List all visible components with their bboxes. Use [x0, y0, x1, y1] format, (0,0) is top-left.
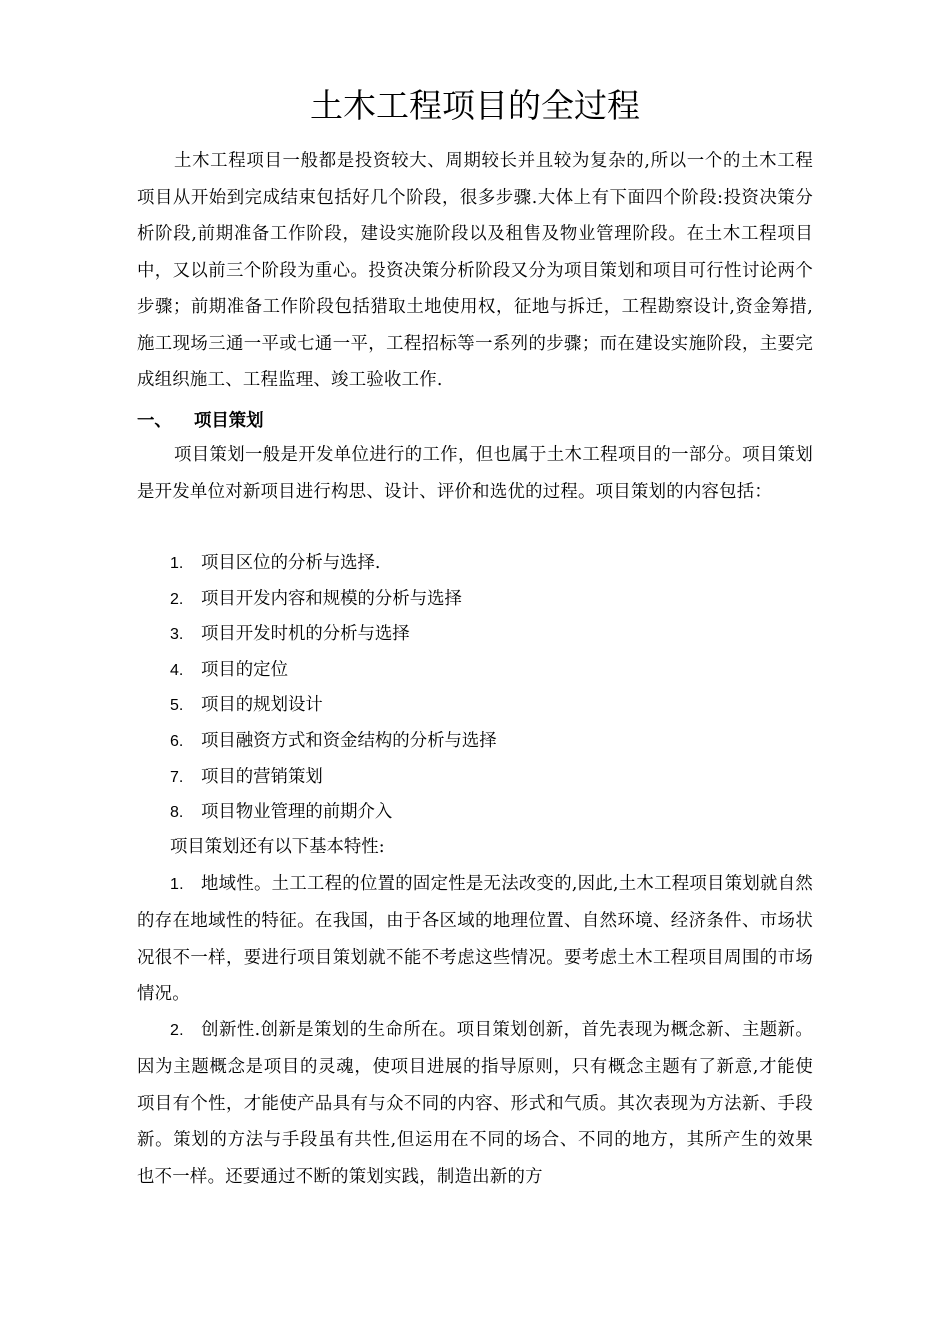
- features-intro: 项目策划还有以下基本特性:: [170, 837, 385, 857]
- list-text: 项目物业管理的前期介入: [201, 802, 393, 823]
- feature-paragraph: [137, 1012, 813, 1195]
- list-number: 1.: [170, 555, 184, 572]
- list-number: 6.: [170, 732, 184, 750]
- list-number: 7.: [170, 768, 184, 786]
- feature-number: 1.: [170, 876, 184, 893]
- section-heading: [137, 403, 264, 439]
- list-number: 5.: [170, 697, 184, 715]
- intro-paragraph: 土木工程项目一般都是投资较大、周期较长并且较为复杂的,所以一个的土木工程项目从开始到完成结束包括好几个阶段，很多步骤.大体上有下面四个阶段:投资决策分析阶段,前期准备工作阶段，建设实施阶段以及租售及物业管理阶段。在土木工程项目中，又以前三个阶段为重心。投资决策分析阶段又分为项目策划和项目可行性讨论两个步骤；前期准备工作阶段包括猎取土地使用权，征地与拆迁，工程勘察设计,资金筹措,施工现场三通一平或七通一平，工程招标等一系列的步骤；而在建设实施阶段，主要完成组织施工、工程监理、竣工验收工作.: [137, 151, 813, 390]
- list-item: [137, 760, 813, 796]
- contents-list: [137, 546, 813, 831]
- list-text: 项目的规划设计: [201, 695, 323, 716]
- list-item: [137, 795, 813, 831]
- section-number: 一、: [137, 411, 172, 431]
- list-number: 2.: [170, 590, 184, 608]
- section-title: 项目策划: [194, 411, 264, 431]
- list-text: 项目开发时机的分析与选择: [201, 624, 410, 645]
- document-title: 土木工程项目的全过程: [310, 86, 640, 125]
- list-item: [137, 546, 813, 582]
- feature-text: 地域性。土工工程的位置的固定性是无法改变的,因此,土木工程项目策划就自然的存在地域性的特征。在我国，由于各区域的地理位置、自然环境、经济条件、市场状况很不一样，要进行项目策划就不能不考虑这些情况。要考虑土木工程项目周围的市场情况。: [137, 874, 813, 1005]
- list-text: 项目开发内容和规模的分析与选择: [201, 588, 462, 609]
- list-text: 项目融资方式和资金结构的分析与选择: [201, 730, 497, 751]
- feature-number: 2.: [170, 1022, 184, 1039]
- list-item: [137, 688, 813, 724]
- list-item: [137, 617, 813, 653]
- list-text: 项目区位的分析与选择.: [201, 553, 381, 573]
- list-text: 项目的营销策划: [201, 766, 323, 787]
- list-number: 4.: [170, 661, 184, 679]
- feature-text: 创新性.创新是策划的生命所在。项目策划创新，首先表现为概念新、主题新。因为主题概念是项目的灵魂，使项目进展的指导原则，只有概念主题有了新意,才能使项目有个性，才能使产品具有与众不同的内容、形式和气质。其次表现为方法新、手段新。策划的方法与手段虽有共性,但运用在不同的场合、不同的地方，其所产生的效果也不一样。还要通过不断的策划实践，制造出新的方: [137, 1020, 813, 1187]
- list-text: 项目的定位: [201, 659, 288, 680]
- feature-paragraph: [137, 866, 813, 1013]
- section-intro-paragraph: 项目策划一般是开发单位进行的工作，但也属于土木工程项目的一部分。项目策划是开发单位对新项目进行构思、设计、评价和选优的过程。项目策划的内容包括：: [137, 445, 813, 502]
- list-number: 3.: [170, 626, 184, 644]
- list-item: [137, 724, 813, 760]
- list-item: [137, 653, 813, 689]
- list-number: 8.: [170, 804, 184, 822]
- list-item: [137, 582, 813, 618]
